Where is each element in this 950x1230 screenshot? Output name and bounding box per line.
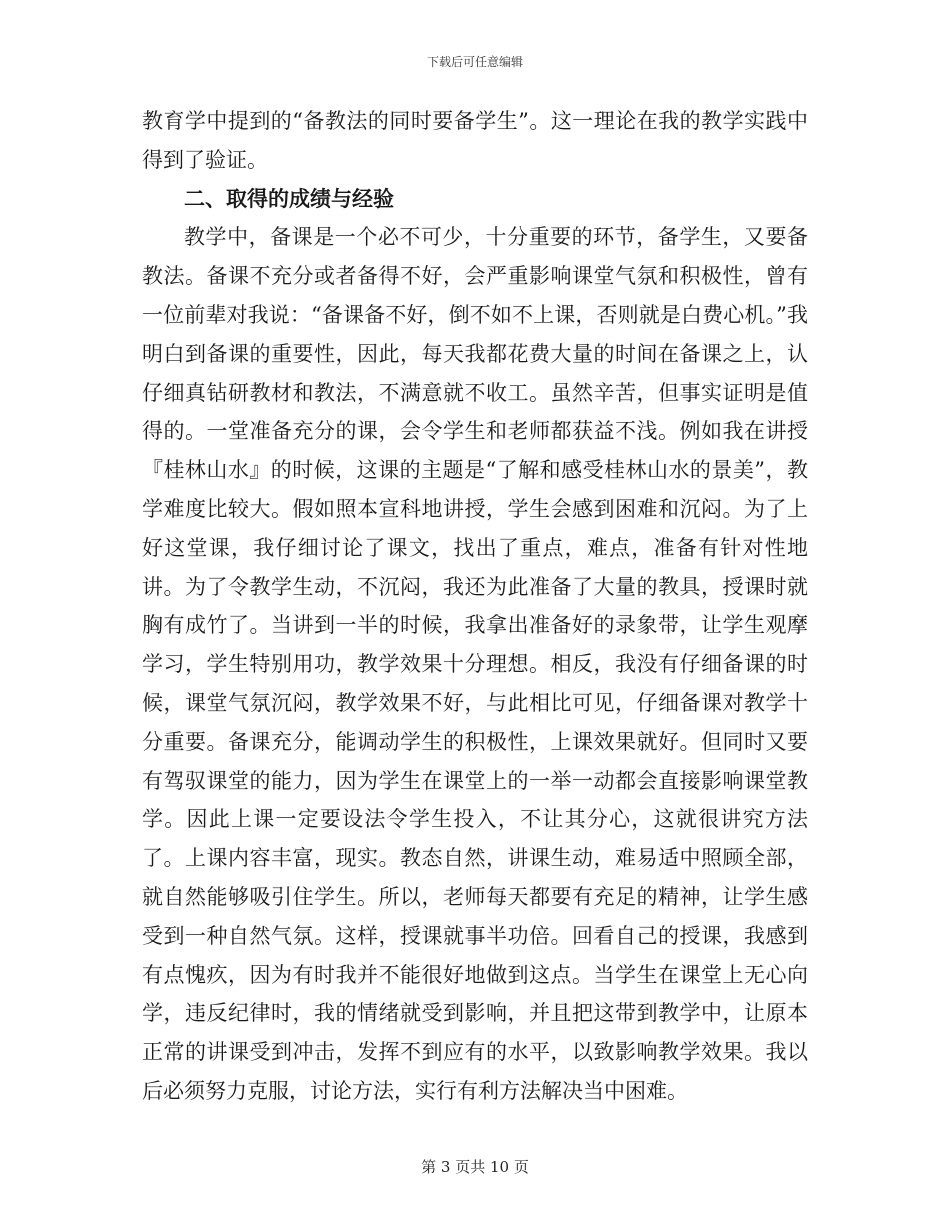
section-heading: 二、取得的成绩与经验 [184, 185, 394, 211]
document-body [142, 102, 808, 1111]
paragraph-main: 教学中，备课是一个必不可少，十分重要的环节，备学生，又要备教法。备课不充分或者备得不好，会严重影响课堂气氛和积极性，曾有一位前辈对我说：“备课备不好，倒不如不上课，否则就是白费心机。”我明白到备课的重要性，因此，每天我都花费大量的时间在备课之上，认仔细真钻研教材和教法，不满意就不收工。虽然辛苦，但事实证明是值得的。一堂准备充分的课，会令学生和老师都获益不浅。例如我在讲授『桂林山水』的时候，这课的主题是“了解和感受桂林山水的景美”，教学难度比较大。假如照本宣科地讲授，学生会感到困难和沉闷。为了上好这堂课，我仔细讨论了课文，找出了重点，难点，准备有针对性地讲。为了令教学生动，不沉闷，我还为此准备了大量的教具，授课时就胸有成竹了。当讲到一半的时候，我拿出准备好的录象带，让学生观摩学习，学生特别用功，教学效果十分理想。相反，我没有仔细备课的时候，课堂气氛沉闷，教学效果不好，与此相比可见，仔细备课对教学十分重要。备课充分，能调动学生的积极性，上课效果就好。但同时又要有驾驭课堂的能力，因为学生在课堂上的一举一动都会直接影响课堂教学。因此上课一定要设法令学生投入，不让其分心，这就很讲究方法了。上课内容丰富，现实。教态自然，讲课生动，难易适中照顾全部，就自然能够吸引住学生。所以，老师每天都要有充足的精神，让学生感受到一种自然气氛。这样，授课就事半功倍。回看自己的授课，我感到有点愧疚，因为有时我并不能很好地做到这点。当学生在课堂上无心向学，违反纪律时，我的情绪就受到影响，并且把这带到教学中，让原本正常的讲课受到冲击，发挥不到应有的水平，以致影响教学效果。我以后必须努力克服，讨论方法，实行有利方法解决当中困难。 [142, 225, 808, 1103]
paragraph-continuation: 教育学中提到的“备教法的同时要备学生”。这一理论在我的教学实践中得到了验证。 [142, 109, 808, 172]
page-footer: 第 3 页共 10 页 [421, 1158, 529, 1176]
page-header: 下载后可任意编辑 [426, 55, 523, 69]
